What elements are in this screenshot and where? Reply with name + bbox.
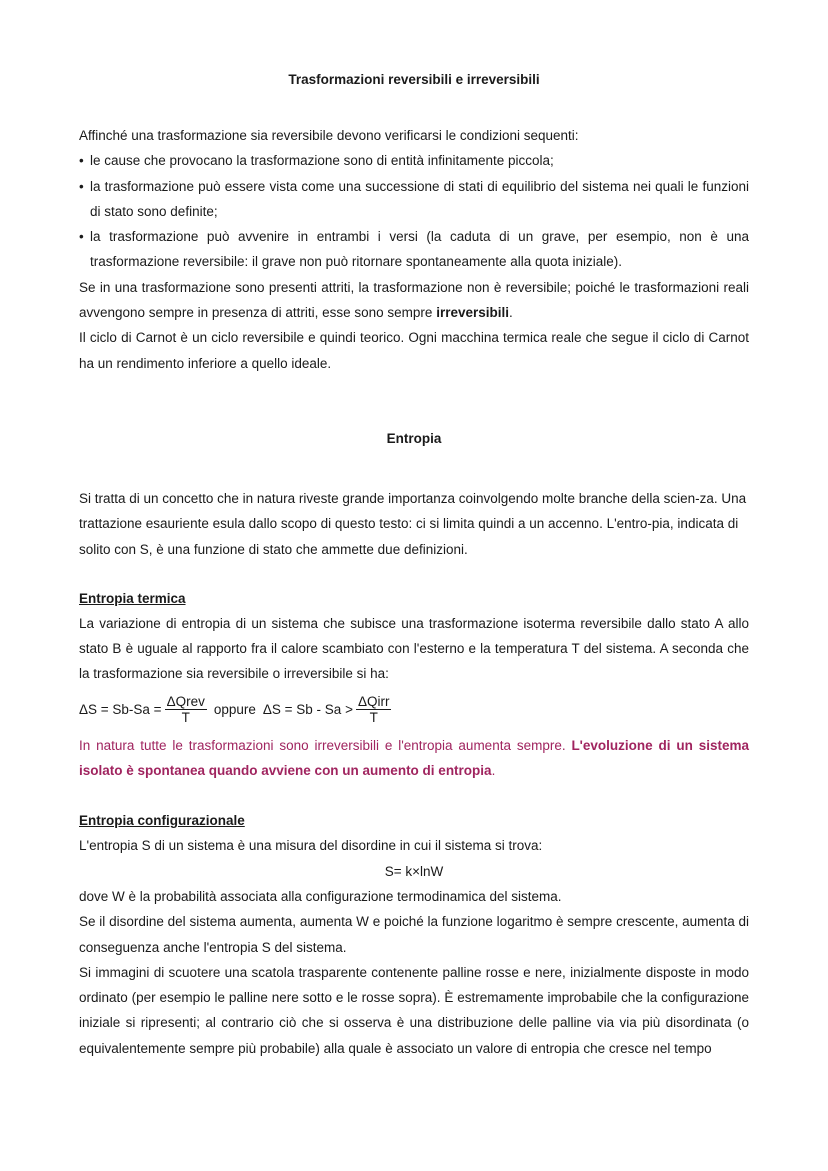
entropy-formula bbox=[79, 687, 749, 733]
fraction-denominator: T bbox=[181, 710, 190, 726]
list-item: • la trasformazione può avvenire in entrambi i versi (la caduta di un grave, per esempio, non è una trasformazione reversibile: il grave non può ritornare spontaneamente alla quota iniziale). bbox=[79, 224, 749, 275]
highlight-paragraph bbox=[79, 733, 749, 784]
irreversibili-bold: irreversibili bbox=[436, 305, 509, 321]
attriti-paragraph bbox=[79, 275, 749, 326]
boltzmann-formula: S= k×lnW bbox=[384, 863, 444, 879]
config-paragraph-2: dove W è la probabilità associata alla configurazione termodinamica del sistema. bbox=[79, 888, 562, 904]
config-paragraph-3: Se il disordine del sistema aumenta, aumenta W e poiché la funzione logaritmo è sempre crescente, aumenta di conseguenza anche l'entropia S del sistema. bbox=[79, 914, 749, 955]
document-page bbox=[79, 70, 749, 1061]
config-paragraph-4: Si immagini di scuotere una scatola trasparente contenente palline rosse e nere, inizialmente disposte in modo ordinato (per esempio le palline nere sotto e le rosse sopra). È estremamente improbabile che la configurazione iniziale si ripresenti; al contrario ciò che si osserva è una distribuzione delle palline via via più disordinata (o equivalentemente sempre più probabile) alla quale è associato un valore di entropia che cresce nel tempo bbox=[79, 964, 749, 1056]
highlight-end: . bbox=[491, 763, 496, 779]
heading-entropia-configurazionale: Entropia configurazionale bbox=[79, 813, 245, 829]
fraction-numerator: ΔQirr bbox=[357, 694, 390, 710]
fraction-irr bbox=[356, 694, 392, 725]
conditions-list bbox=[79, 148, 749, 274]
list-item: • la trasformazione può essere vista come una successione di stati di equilibrio del sistema nei quali le funzioni di stato sono definite; bbox=[79, 174, 749, 225]
formula-oppure: oppure bbox=[213, 702, 256, 718]
intro-paragraph: Affinché una trasformazione sia reversibile devono verificarsi le condizioni sequenti: bbox=[79, 128, 579, 143]
formula-lhs-1: ΔS = Sb-Sa = bbox=[79, 702, 162, 718]
section-title-trasformazioni: Trasformazioni reversibili e irreversibili bbox=[288, 72, 540, 87]
entropia-intro: Si tratta di un concetto che in natura riveste grande importanza coinvolgendo molte branche della scien-za. Una trattazione esauriente esula dallo scopo di questo testo: ci si limita quindi a un accenno. L'entro-pia, indicata di solito con S, è una funzione di stato che ammette due definizioni. bbox=[79, 490, 747, 557]
fraction-denominator: T bbox=[369, 710, 378, 726]
fraction-rev bbox=[165, 694, 207, 725]
list-item: • le cause che provocano la trasformazione sono di entità infinitamente piccola; bbox=[79, 148, 749, 173]
attriti-text: Se in una trasformazione sono presenti attriti, la trasformazione non è reversibile; poiché le trasformazioni reali avvengono sempre in presenza di attriti, esse sono sempre bbox=[79, 279, 749, 321]
config-paragraph-1: L'entropia S di un sistema è una misura del disordine in cui il sistema si trova: bbox=[79, 838, 543, 854]
termica-paragraph: La variazione di entropia di un sistema che subisce una trasformazione isoterma reversibile dallo stato A allo stato B è uguale al rapporto fra il calore scambiato con l'esterno e la temperatura T del sistema. A seconda che la trasformazione sia reversibile o irreversibile si ha: bbox=[79, 615, 749, 682]
formula-lhs-2: ΔS = Sb - Sa > bbox=[262, 702, 353, 718]
attriti-end: . bbox=[509, 305, 513, 321]
section-title-entropia: Entropia bbox=[386, 430, 442, 446]
highlight-bold: L'evoluzione di un sistema isolato è spontanea quando avviene con un aumento di entropia bbox=[79, 737, 749, 779]
fraction-numerator: ΔQrev bbox=[166, 694, 205, 710]
heading-entropia-termica: Entropia termica bbox=[79, 590, 186, 606]
highlight-text: In natura tutte le trasformazioni sono irreversibili e l'entropia aumenta sempre. bbox=[79, 737, 572, 753]
carnot-paragraph: Il ciclo di Carnot è un ciclo reversibile e quindi teorico. Ogni macchina termica reale che segue il ciclo di Carnot ha un rendimento inferiore a quello ideale. bbox=[79, 330, 749, 371]
